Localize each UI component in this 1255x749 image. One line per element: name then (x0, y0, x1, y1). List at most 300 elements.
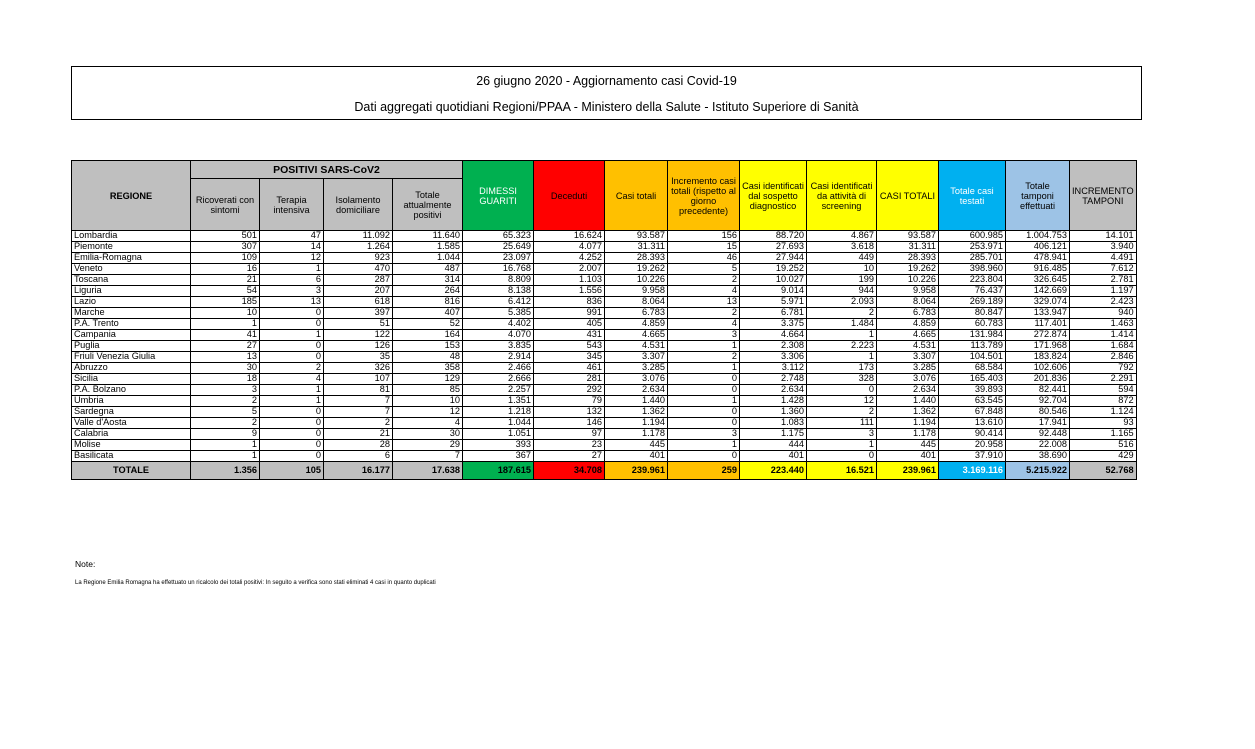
value-cell: 2 (668, 275, 740, 286)
total-value-cell: 16.521 (807, 462, 877, 480)
value-cell: 11.640 (393, 231, 463, 242)
value-cell: 1 (191, 440, 260, 451)
value-cell: 4.665 (605, 330, 668, 341)
value-cell: 60.783 (939, 319, 1006, 330)
region-name-cell: Piemonte (72, 242, 191, 253)
value-cell: 7 (324, 396, 393, 407)
value-cell: 131.984 (939, 330, 1006, 341)
total-value-cell: 52.768 (1070, 462, 1137, 480)
value-cell: 27 (191, 341, 260, 352)
value-cell: 401 (740, 451, 807, 462)
value-cell: 9.014 (740, 286, 807, 297)
value-cell: 207 (324, 286, 393, 297)
value-cell: 81 (324, 385, 393, 396)
value-cell: 171.968 (1006, 341, 1070, 352)
value-cell: 0 (260, 352, 324, 363)
value-cell: 9.958 (605, 286, 668, 297)
value-cell: 3 (668, 429, 740, 440)
value-cell: 478.941 (1006, 253, 1070, 264)
value-cell: 8.138 (463, 286, 534, 297)
table-row (72, 319, 1137, 330)
value-cell: 1.362 (605, 407, 668, 418)
value-cell: 133.947 (1006, 308, 1070, 319)
value-cell: 2 (324, 418, 393, 429)
value-cell: 16.768 (463, 264, 534, 275)
value-cell: 991 (534, 308, 605, 319)
value-cell: 12 (393, 407, 463, 418)
value-cell: 15 (668, 242, 740, 253)
value-cell: 0 (668, 374, 740, 385)
value-cell: 2 (807, 407, 877, 418)
table-row (72, 363, 1137, 374)
value-cell: 23 (534, 440, 605, 451)
value-cell: 5.385 (463, 308, 534, 319)
region-name-cell: Molise (72, 440, 191, 451)
value-cell: 1.044 (463, 418, 534, 429)
table-row (72, 429, 1137, 440)
value-cell: 0 (260, 407, 324, 418)
report-title: 26 giugno 2020 - Aggiornamento casi Covid-19 (476, 74, 737, 88)
value-cell: 1 (260, 385, 324, 396)
value-cell: 2.308 (740, 341, 807, 352)
value-cell: 27.944 (740, 253, 807, 264)
value-cell: 4.077 (534, 242, 605, 253)
table-row (72, 253, 1137, 264)
value-cell: 47 (260, 231, 324, 242)
value-cell: 4 (260, 374, 324, 385)
value-cell: 10.226 (877, 275, 939, 286)
value-cell: 2.466 (463, 363, 534, 374)
total-label-cell: TOTALE (72, 462, 191, 480)
value-cell: 39.893 (939, 385, 1006, 396)
value-cell: 92.448 (1006, 429, 1070, 440)
value-cell: 516 (1070, 440, 1137, 451)
table-row (72, 231, 1137, 242)
value-cell: 329.074 (1006, 297, 1070, 308)
value-cell: 38.690 (1006, 451, 1070, 462)
value-cell: 4.859 (605, 319, 668, 330)
value-cell: 93.587 (605, 231, 668, 242)
value-cell: 17.941 (1006, 418, 1070, 429)
value-cell: 4.491 (1070, 253, 1137, 264)
col-header-tamponi: Totale tamponi effettuati (1006, 161, 1070, 231)
region-name-cell: Veneto (72, 264, 191, 275)
total-value-cell: 3.169.116 (939, 462, 1006, 480)
table-row (72, 440, 1137, 451)
value-cell: 16 (191, 264, 260, 275)
value-cell: 6.783 (877, 308, 939, 319)
value-cell: 37.910 (939, 451, 1006, 462)
value-cell: 1 (807, 352, 877, 363)
value-cell: 1 (807, 440, 877, 451)
value-cell: 76.437 (939, 286, 1006, 297)
value-cell: 445 (877, 440, 939, 451)
value-cell: 18 (191, 374, 260, 385)
value-cell: 31.311 (877, 242, 939, 253)
value-cell: 367 (463, 451, 534, 462)
value-cell: 444 (740, 440, 807, 451)
region-name-cell: Toscana (72, 275, 191, 286)
value-cell: 431 (534, 330, 605, 341)
value-cell: 146 (534, 418, 605, 429)
value-cell: 1.194 (605, 418, 668, 429)
value-cell: 940 (1070, 308, 1137, 319)
total-row (72, 462, 1137, 480)
value-cell: 21 (191, 275, 260, 286)
total-value-cell: 239.961 (605, 462, 668, 480)
value-cell: 3.307 (877, 352, 939, 363)
covid-data-table (71, 160, 1137, 480)
value-cell: 345 (534, 352, 605, 363)
value-cell: 14 (260, 242, 324, 253)
value-cell: 600.985 (939, 231, 1006, 242)
col-header-screening: Casi identificati da attività di screening (807, 161, 877, 231)
value-cell: 1.440 (605, 396, 668, 407)
value-cell: 185 (191, 297, 260, 308)
value-cell: 9.958 (877, 286, 939, 297)
value-cell: 173 (807, 363, 877, 374)
value-cell: 0 (668, 385, 740, 396)
value-cell: 80.847 (939, 308, 1006, 319)
region-name-cell: Basilicata (72, 451, 191, 462)
col-header-casi-testati: Totale casi testati (939, 161, 1006, 231)
value-cell: 14.101 (1070, 231, 1137, 242)
value-cell: 1.585 (393, 242, 463, 253)
table-row (72, 275, 1137, 286)
value-cell: 80.546 (1006, 407, 1070, 418)
value-cell: 30 (191, 363, 260, 374)
value-cell: 4.531 (877, 341, 939, 352)
value-cell: 1.428 (740, 396, 807, 407)
col-header-sospetto-diagnostico: Casi identificati dal sospetto diagnostico (740, 161, 807, 231)
value-cell: 6.783 (605, 308, 668, 319)
col-header-casi-totali-caps: CASI TOTALI (877, 161, 939, 231)
value-cell: 19.252 (740, 264, 807, 275)
value-cell: 93 (1070, 418, 1137, 429)
value-cell: 3.112 (740, 363, 807, 374)
total-value-cell: 16.177 (324, 462, 393, 480)
value-cell: 2.257 (463, 385, 534, 396)
value-cell: 22.008 (1006, 440, 1070, 451)
region-name-cell: Emilia-Romagna (72, 253, 191, 264)
value-cell: 23.097 (463, 253, 534, 264)
value-cell: 4.252 (534, 253, 605, 264)
value-cell: 358 (393, 363, 463, 374)
value-cell: 3.285 (605, 363, 668, 374)
value-cell: 618 (324, 297, 393, 308)
value-cell: 2 (260, 363, 324, 374)
region-name-cell: Umbria (72, 396, 191, 407)
value-cell: 3.375 (740, 319, 807, 330)
value-cell: 2 (668, 352, 740, 363)
value-cell: 407 (393, 308, 463, 319)
value-cell: 1.484 (807, 319, 877, 330)
value-cell: 88.720 (740, 231, 807, 242)
value-cell: 1.218 (463, 407, 534, 418)
region-name-cell: Sicilia (72, 374, 191, 385)
value-cell: 3.940 (1070, 242, 1137, 253)
value-cell: 4 (668, 286, 740, 297)
value-cell: 1 (668, 440, 740, 451)
value-cell: 129 (393, 374, 463, 385)
value-cell: 13 (260, 297, 324, 308)
col-header-terapia: Terapia intensiva (260, 179, 324, 231)
value-cell: 8.064 (877, 297, 939, 308)
col-header-incremento-tamponi: INCREMENTO TAMPONI (1070, 161, 1137, 231)
value-cell: 405 (534, 319, 605, 330)
value-cell: 4.859 (877, 319, 939, 330)
value-cell: 7 (393, 451, 463, 462)
value-cell: 111 (807, 418, 877, 429)
value-cell: 1.197 (1070, 286, 1137, 297)
value-cell: 10.226 (605, 275, 668, 286)
value-cell: 2.781 (1070, 275, 1137, 286)
value-cell: 0 (807, 385, 877, 396)
value-cell: 132 (534, 407, 605, 418)
value-cell: 269.189 (939, 297, 1006, 308)
value-cell: 406.121 (1006, 242, 1070, 253)
notes-text: La Regione Emilia Romagna ha effettuato un ricalcolo dei totali positivi: In seguito a verifica sono stati eliminati 4 casi in quanto duplicati (75, 580, 436, 586)
value-cell: 19.262 (877, 264, 939, 275)
value-cell: 1.051 (463, 429, 534, 440)
value-cell: 6 (324, 451, 393, 462)
value-cell: 0 (668, 418, 740, 429)
value-cell: 156 (668, 231, 740, 242)
value-cell: 253.971 (939, 242, 1006, 253)
value-cell: 19.262 (605, 264, 668, 275)
value-cell: 27 (534, 451, 605, 462)
region-name-cell: Puglia (72, 341, 191, 352)
value-cell: 4.867 (807, 231, 877, 242)
value-cell: 923 (324, 253, 393, 264)
value-cell: 3.618 (807, 242, 877, 253)
region-name-cell: Lombardia (72, 231, 191, 242)
value-cell: 10 (807, 264, 877, 275)
value-cell: 92.704 (1006, 396, 1070, 407)
value-cell: 816 (393, 297, 463, 308)
value-cell: 102.606 (1006, 363, 1070, 374)
value-cell: 27.693 (740, 242, 807, 253)
value-cell: 429 (1070, 451, 1137, 462)
value-cell: 3.835 (463, 341, 534, 352)
value-cell: 122 (324, 330, 393, 341)
value-cell: 30 (393, 429, 463, 440)
table-row (72, 407, 1137, 418)
col-header-incremento-casi: Incremento casi totali (rispetto al giorno precedente) (668, 161, 740, 231)
value-cell: 11.092 (324, 231, 393, 242)
value-cell: 470 (324, 264, 393, 275)
value-cell: 872 (1070, 396, 1137, 407)
value-cell: 792 (1070, 363, 1137, 374)
region-header: REGIONE (72, 161, 191, 231)
value-cell: 12 (260, 253, 324, 264)
value-cell: 0 (260, 429, 324, 440)
value-cell: 21 (324, 429, 393, 440)
col-header-casi-totali: Casi totali (605, 161, 668, 231)
value-cell: 1.440 (877, 396, 939, 407)
value-cell: 326.645 (1006, 275, 1070, 286)
table-row (72, 286, 1137, 297)
value-cell: 4 (668, 319, 740, 330)
value-cell: 3.076 (605, 374, 668, 385)
col-header-attualmente-positivi: Totale attualmente positivi (393, 179, 463, 231)
value-cell: 1.124 (1070, 407, 1137, 418)
value-cell: 0 (260, 418, 324, 429)
value-cell: 272.874 (1006, 330, 1070, 341)
value-cell: 1 (260, 396, 324, 407)
col-header-ricoverati: Ricoverati con sintomi (191, 179, 260, 231)
value-cell: 1.360 (740, 407, 807, 418)
value-cell: 28 (324, 440, 393, 451)
value-cell: 109 (191, 253, 260, 264)
value-cell: 2 (807, 308, 877, 319)
value-cell: 12 (807, 396, 877, 407)
value-cell: 46 (668, 253, 740, 264)
value-cell: 142.669 (1006, 286, 1070, 297)
value-cell: 13 (191, 352, 260, 363)
value-cell: 2.634 (605, 385, 668, 396)
table-row (72, 374, 1137, 385)
value-cell: 461 (534, 363, 605, 374)
value-cell: 326 (324, 363, 393, 374)
value-cell: 10 (191, 308, 260, 319)
value-cell: 281 (534, 374, 605, 385)
value-cell: 1 (191, 451, 260, 462)
value-cell: 10 (393, 396, 463, 407)
value-cell: 3.285 (877, 363, 939, 374)
value-cell: 25.649 (463, 242, 534, 253)
value-cell: 90.414 (939, 429, 1006, 440)
value-cell: 398.960 (939, 264, 1006, 275)
value-cell: 104.501 (939, 352, 1006, 363)
value-cell: 1 (668, 363, 740, 374)
region-name-cell: Abruzzo (72, 363, 191, 374)
col-header-isolamento: Isolamento domiciliare (324, 179, 393, 231)
value-cell: 0 (260, 319, 324, 330)
region-name-cell: Sardegna (72, 407, 191, 418)
value-cell: 8.809 (463, 275, 534, 286)
value-cell: 264 (393, 286, 463, 297)
value-cell: 5 (668, 264, 740, 275)
value-cell: 93.587 (877, 231, 939, 242)
report-subtitle: Dati aggregati quotidiani Regioni/PPAA - Ministero della Salute - Istituto Superiore di Sanità (354, 100, 859, 114)
value-cell: 2.634 (740, 385, 807, 396)
value-cell: 82.441 (1006, 385, 1070, 396)
value-cell: 31.311 (605, 242, 668, 253)
value-cell: 54 (191, 286, 260, 297)
value-cell: 8.064 (605, 297, 668, 308)
value-cell: 3.307 (605, 352, 668, 363)
report-title-box (71, 66, 1142, 120)
value-cell: 3 (807, 429, 877, 440)
value-cell: 7 (324, 407, 393, 418)
table-row (72, 330, 1137, 341)
value-cell: 28.393 (605, 253, 668, 264)
value-cell: 67.848 (939, 407, 1006, 418)
value-cell: 4.531 (605, 341, 668, 352)
value-cell: 393 (463, 440, 534, 451)
value-cell: 1.351 (463, 396, 534, 407)
value-cell: 107 (324, 374, 393, 385)
value-cell: 1 (668, 396, 740, 407)
table-row (72, 396, 1137, 407)
region-name-cell: P.A. Trento (72, 319, 191, 330)
value-cell: 916.485 (1006, 264, 1070, 275)
value-cell: 117.401 (1006, 319, 1070, 330)
value-cell: 1.175 (740, 429, 807, 440)
value-cell: 2.291 (1070, 374, 1137, 385)
value-cell: 292 (534, 385, 605, 396)
total-value-cell: 17.638 (393, 462, 463, 480)
value-cell: 5 (191, 407, 260, 418)
value-cell: 10.027 (740, 275, 807, 286)
value-cell: 6 (260, 275, 324, 286)
value-cell: 2.846 (1070, 352, 1137, 363)
value-cell: 1.362 (877, 407, 939, 418)
value-cell: 2 (191, 396, 260, 407)
table-row (72, 418, 1137, 429)
total-value-cell: 105 (260, 462, 324, 480)
value-cell: 401 (605, 451, 668, 462)
value-cell: 4.402 (463, 319, 534, 330)
value-cell: 48 (393, 352, 463, 363)
value-cell: 201.836 (1006, 374, 1070, 385)
value-cell: 0 (260, 451, 324, 462)
value-cell: 126 (324, 341, 393, 352)
value-cell: 3 (260, 286, 324, 297)
value-cell: 4 (393, 418, 463, 429)
col-header-dimessi: DIMESSI GUARITI (463, 161, 534, 231)
value-cell: 52 (393, 319, 463, 330)
value-cell: 68.584 (939, 363, 1006, 374)
region-name-cell: Liguria (72, 286, 191, 297)
value-cell: 6.781 (740, 308, 807, 319)
value-cell: 7.612 (1070, 264, 1137, 275)
total-value-cell: 259 (668, 462, 740, 480)
value-cell: 1 (191, 319, 260, 330)
value-cell: 2.223 (807, 341, 877, 352)
value-cell: 501 (191, 231, 260, 242)
value-cell: 3 (191, 385, 260, 396)
value-cell: 0 (260, 308, 324, 319)
value-cell: 2.093 (807, 297, 877, 308)
region-name-cell: Calabria (72, 429, 191, 440)
value-cell: 199 (807, 275, 877, 286)
region-name-cell: Campania (72, 330, 191, 341)
value-cell: 4.664 (740, 330, 807, 341)
value-cell: 487 (393, 264, 463, 275)
value-cell: 397 (324, 308, 393, 319)
value-cell: 2.666 (463, 374, 534, 385)
total-value-cell: 187.615 (463, 462, 534, 480)
value-cell: 2.914 (463, 352, 534, 363)
value-cell: 2.748 (740, 374, 807, 385)
value-cell: 1.178 (605, 429, 668, 440)
value-cell: 0 (668, 451, 740, 462)
region-name-cell: Friuli Venezia Giulia (72, 352, 191, 363)
region-name-cell: Valle d'Aosta (72, 418, 191, 429)
value-cell: 2.423 (1070, 297, 1137, 308)
region-name-cell: Marche (72, 308, 191, 319)
table-row (72, 385, 1137, 396)
value-cell: 3.306 (740, 352, 807, 363)
value-cell: 16.624 (534, 231, 605, 242)
value-cell: 223.804 (939, 275, 1006, 286)
value-cell: 1 (807, 330, 877, 341)
value-cell: 328 (807, 374, 877, 385)
value-cell: 1.004.753 (1006, 231, 1070, 242)
value-cell: 28.393 (877, 253, 939, 264)
